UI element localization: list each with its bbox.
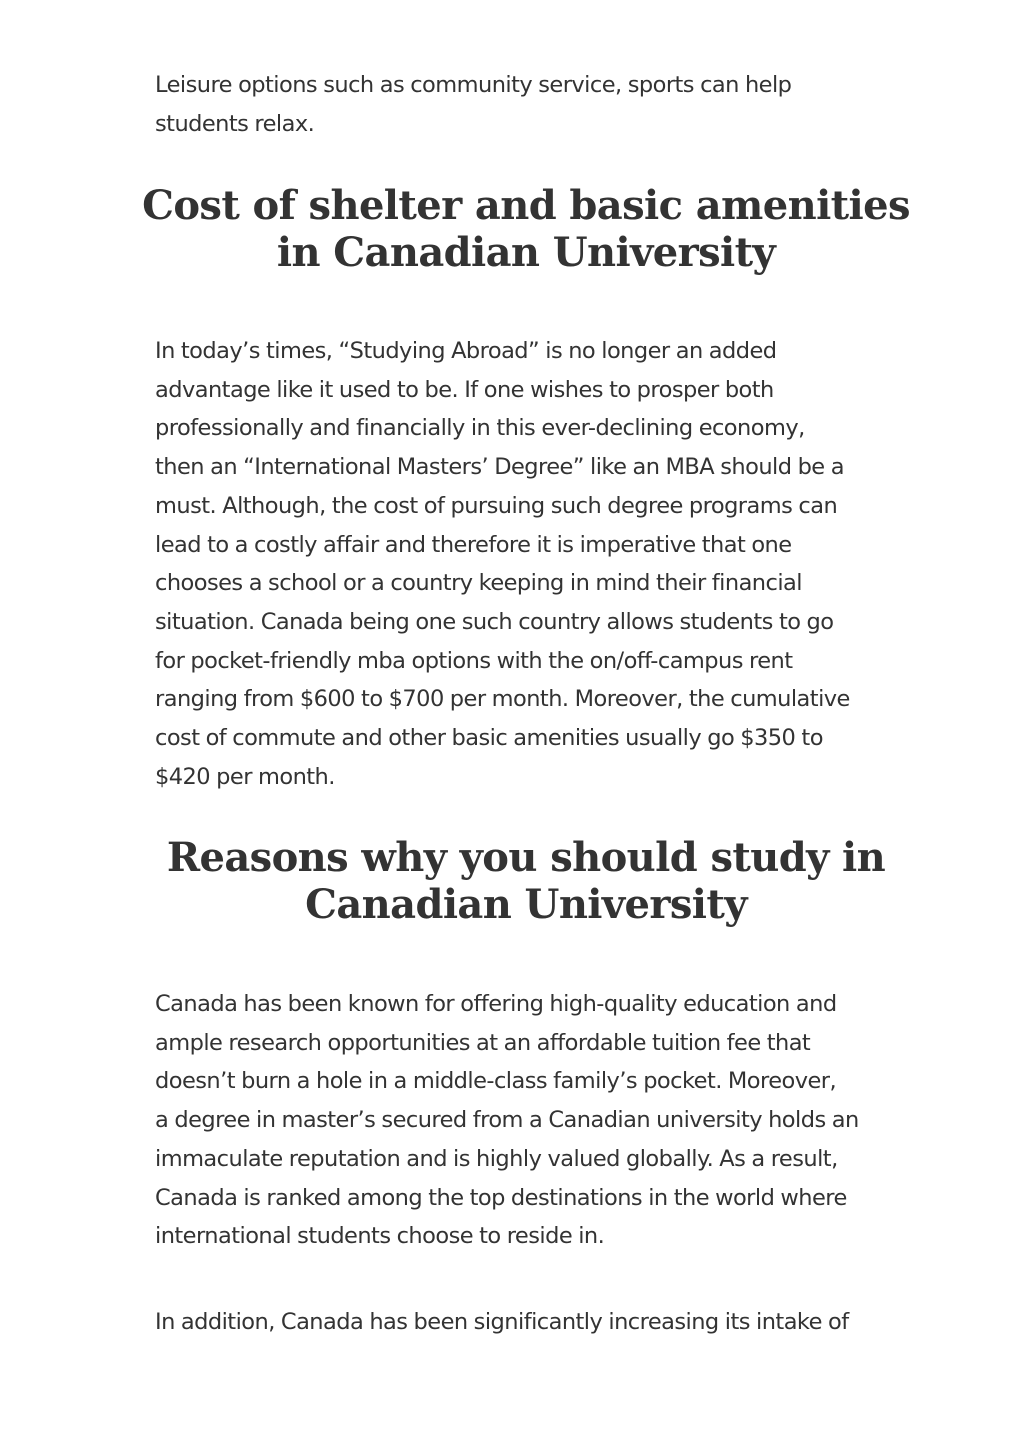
paragraph-line: immaculate reputation and is highly valued globally. As a result, [155,1145,838,1172]
paragraph-line: a degree in master’s secured from a Canadian university holds an [155,1107,859,1134]
paragraph-line: students relax. [155,110,315,137]
paragraph-line: cost of commute and other basic amenities usually go $350 to [155,725,823,752]
heading-line: Canadian University [305,881,747,928]
paragraph-line: ample research opportunities at an affordable tuition fee that [155,1029,811,1056]
shelter-cost-paragraph [155,332,900,796]
paragraph-line: lead to a costly affair and therefore it is imperative that one [155,531,792,558]
paragraph-line: $420 per month. [155,763,335,790]
reasons-heading [140,834,912,928]
paragraph-line: for pocket-friendly mba options with the on/off-campus rent [155,647,793,674]
intro-paragraph [155,66,900,143]
additional-paragraph [155,1303,900,1342]
paragraph-line: must. Although, the cost of pursuing such degree programs can [155,492,838,519]
reasons-paragraph [155,985,900,1256]
paragraph-line: In addition, Canada has been significantly increasing its intake of [155,1309,849,1335]
paragraph-line: chooses a school or a country keeping in mind their financial [155,570,802,597]
paragraph-line: advantage like it used to be. If one wishes to prosper both [155,376,774,403]
paragraph-line: Canada is ranked among the top destinations in the world where [155,1184,847,1211]
paragraph-line: international students choose to reside in. [155,1223,605,1250]
shelter-cost-heading [140,182,912,276]
heading-line: Cost of shelter and basic amenities [142,182,910,229]
heading-line: Reasons why you should study in [166,834,886,881]
paragraph-line: then an “International Masters’ Degree” like an MBA should be a [155,454,844,481]
heading-line: in Canadian University [276,229,776,276]
paragraph-line: doesn’t burn a hole in a middle-class family’s pocket. Moreover, [155,1068,837,1095]
paragraph-line: situation. Canada being one such country allows students to go [155,608,834,635]
paragraph-line: In today’s times, “Studying Abroad” is no longer an added [155,338,777,364]
paragraph-line: Leisure options such as community service, sports can help [155,72,792,98]
paragraph-line: ranging from $600 to $700 per month. Moreover, the cumulative [155,686,850,713]
paragraph-line: Canada has been known for offering high-quality education and [155,991,837,1017]
paragraph-line: professionally and financially in this ever-declining economy, [155,415,805,442]
